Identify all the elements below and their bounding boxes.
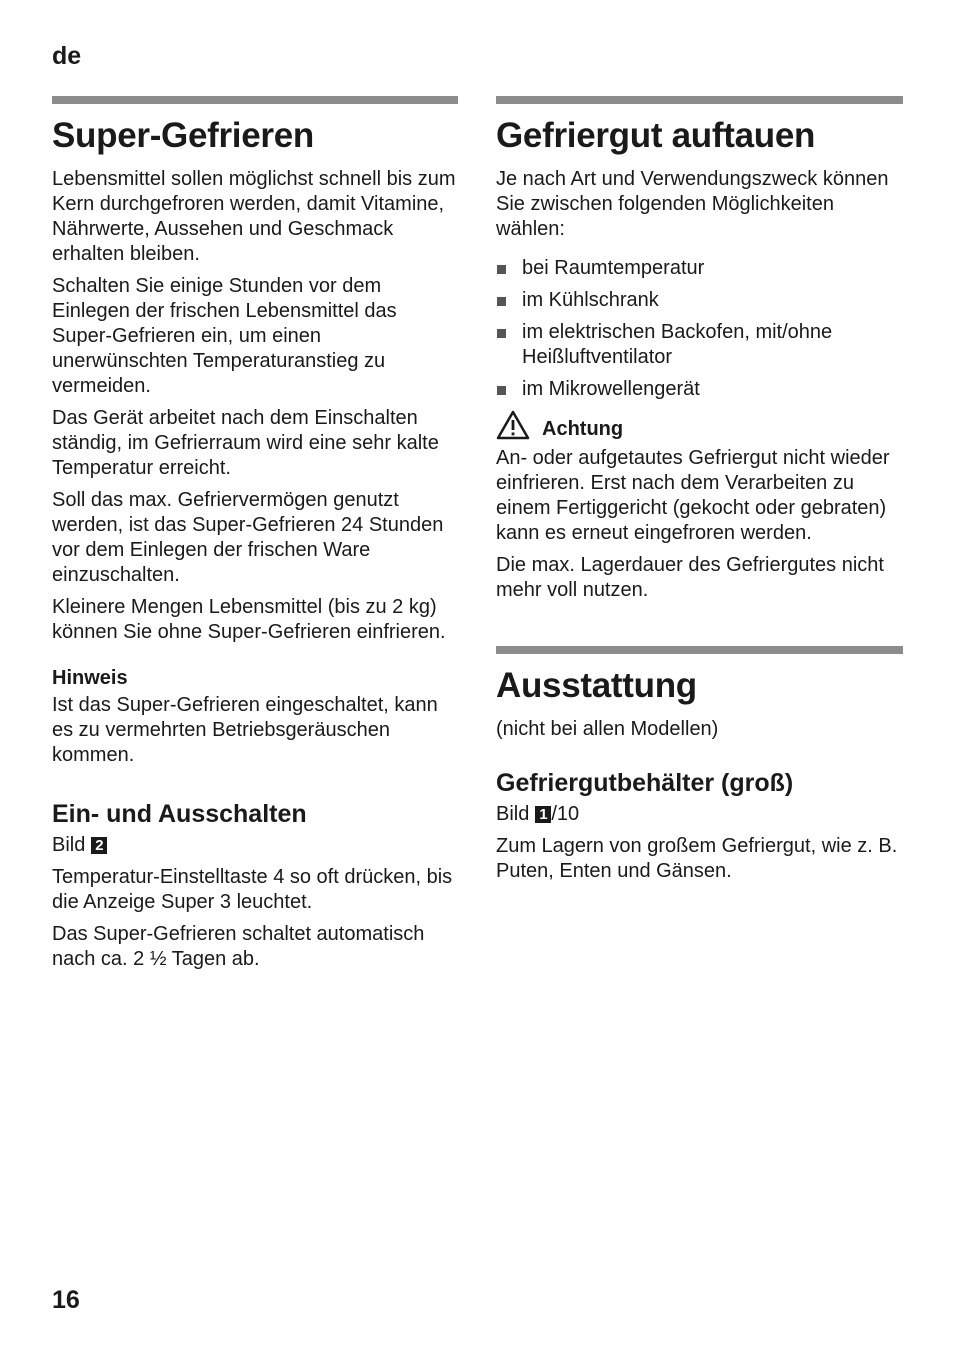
warning-header xyxy=(496,410,903,440)
figure-suffix: /10 xyxy=(551,803,580,825)
square-bullet-icon xyxy=(497,329,506,338)
figure-number-badge: 1 xyxy=(535,806,551,823)
item-title-gefriergutbehaelter: Gefriergutbehälter (groß) xyxy=(496,769,794,797)
list-item: im elektrischen Backofen, mit/ohne Heißluftventilator xyxy=(496,320,903,370)
subsection-title-ein-ausschalten: Ein- und Ausschalten xyxy=(52,800,307,828)
warning-triangle-icon xyxy=(496,410,530,440)
paragraph: Zum Lagern von großem Gefriergut, wie z. B. Puten, Enten und Gänsen. xyxy=(496,835,898,882)
section-title-super-gefrieren: Super-Gefrieren xyxy=(52,116,314,155)
figure-label: Bild xyxy=(52,834,86,856)
paragraph: Schalten Sie einige Stunden vor dem Einlegen der frischen Lebensmittel das Super-Gefrieren ein, um einen unerwünschten Temperaturanstieg zu vermeiden. xyxy=(52,275,397,397)
paragraph: Das Super-Gefrieren schaltet automatisch nach ca. 2 ½ Tagen ab. xyxy=(52,923,425,970)
paragraph: Soll das max. Gefriervermögen genutzt werden, ist das Super-Gefrieren 24 Stunden vor dem Einlegen der frischen Ware einzuschalten. xyxy=(52,489,444,586)
list-item: bei Raumtemperatur xyxy=(496,256,903,281)
section-subtitle: (nicht bei allen Modellen) xyxy=(496,718,719,740)
language-code: de xyxy=(52,42,82,70)
section-title-gefriergut-auftauen: Gefriergut auftauen xyxy=(496,116,816,155)
figure-reference xyxy=(496,802,903,827)
paragraph: Temperatur-Einstelltaste 4 so oft drücken, bis die Anzeige Super 3 leuchtet. xyxy=(52,866,453,913)
thaw-options-list xyxy=(496,256,903,402)
right-column xyxy=(496,96,903,891)
note-title: Hinweis xyxy=(52,667,128,689)
paragraph: Das Gerät arbeitet nach dem Einschalten ständig, im Gefrierraum wird eine sehr kalte Temperatur erreicht. xyxy=(52,407,439,479)
figure-number-badge: 2 xyxy=(91,837,107,854)
note-text: Ist das Super-Gefrieren eingeschaltet, kann es zu vermehrten Betriebsgeräuschen kommen. xyxy=(52,694,438,766)
paragraph: Lebensmittel sollen möglichst schnell bis zum Kern durchgefroren werden, damit Vitamine, Nährwerte, Aussehen und Geschmack erhalten bleiben. xyxy=(52,168,456,265)
intro-paragraph: Je nach Art und Verwendungszweck können Sie zwischen folgenden Möglichkeiten wählen: xyxy=(496,168,889,240)
section-divider xyxy=(496,96,903,104)
square-bullet-icon xyxy=(497,297,506,306)
warning-text: Die max. Lagerdauer des Gefriergutes nicht mehr voll nutzen. xyxy=(496,554,884,601)
warning-label: Achtung xyxy=(542,418,624,440)
section-divider xyxy=(496,646,903,654)
list-item: im Mikrowellengerät xyxy=(496,377,903,402)
warning-text: An- oder aufgetautes Gefriergut nicht wieder einfrieren. Erst nach dem Verarbeiten zu einem Fertiggericht (gekocht oder gebraten) kann es erneut eingefroren werden. xyxy=(496,447,890,544)
square-bullet-icon xyxy=(497,386,506,395)
page-number: 16 xyxy=(52,1286,80,1314)
figure-label: Bild xyxy=(496,803,530,825)
left-column xyxy=(52,96,458,979)
square-bullet-icon xyxy=(497,265,506,274)
figure-reference xyxy=(52,833,458,858)
list-item: im Kühlschrank xyxy=(496,288,903,313)
paragraph: Kleinere Mengen Lebensmittel (bis zu 2 kg) können Sie ohne Super-Gefrieren einfrieren. xyxy=(52,596,446,643)
section-title-ausstattung: Ausstattung xyxy=(496,666,697,705)
section-divider xyxy=(52,96,458,104)
